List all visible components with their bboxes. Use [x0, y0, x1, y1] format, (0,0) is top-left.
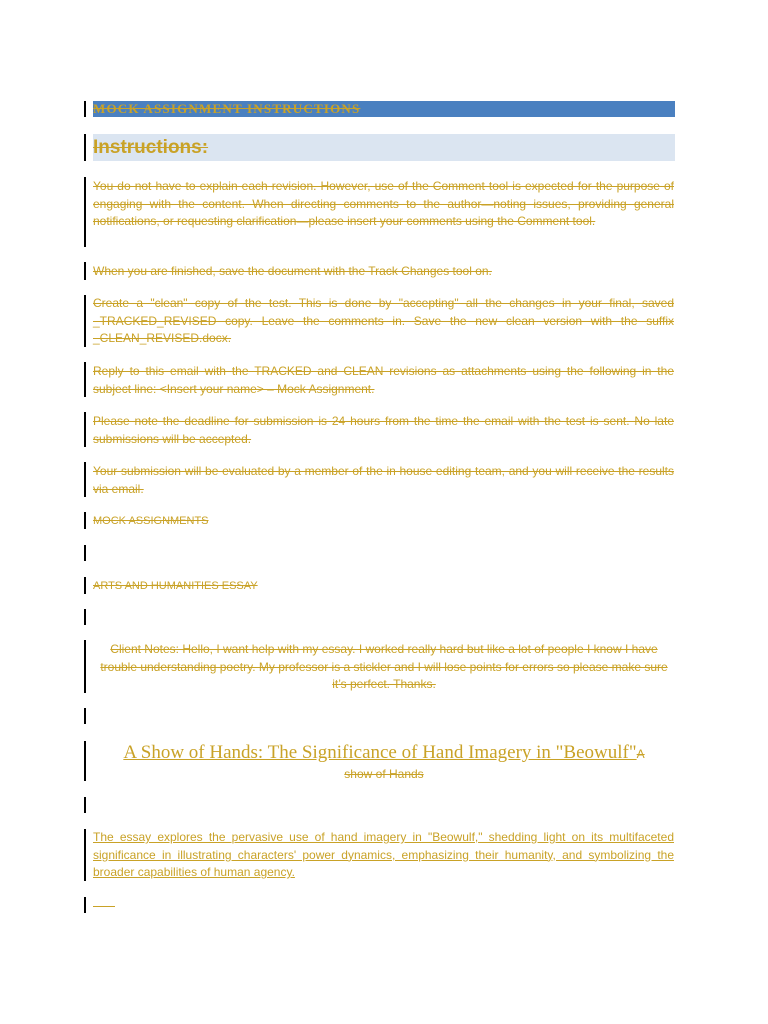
instructions-heading: Instructions:	[93, 137, 209, 158]
client-notes: Client Notes: Hello, I want help with my essay. I worked really hard but like a lot of people I know I have trouble understanding poetry. My professor is a stickler and I will lose points for errors so please make sure it’s perfect. Thanks.	[100, 642, 668, 692]
change-bar	[84, 412, 86, 447]
change-bar	[84, 708, 86, 724]
change-bar	[84, 362, 86, 397]
paragraph-reply-email: Reply to this email with the TRACKED and CLEAN revisions as attachments using the following in the subject line: <Insert your name> – Mock Assignment.	[93, 364, 674, 396]
section-mock-assignments: MOCK ASSIGNMENTS	[93, 515, 209, 527]
mock-assignment-title: MOCK ASSIGNMENT INSTRUCTIONS	[93, 101, 361, 116]
change-bar	[84, 640, 86, 693]
change-bar	[84, 462, 86, 497]
change-bar	[84, 829, 86, 881]
change-bar	[84, 295, 86, 347]
change-bar	[84, 577, 86, 594]
change-bar	[84, 512, 86, 529]
paragraph-comment-instructions: You do not have to explain each revision. However, use of the Comment tool is expected for the purpose of engaging with the content. When directing comments to the author—noting issues, providing general notifications, or requesting clarification—please insert your comments using the Comment tool.	[93, 179, 674, 229]
change-bar	[84, 797, 86, 813]
change-bar	[84, 741, 86, 781]
change-bar	[84, 897, 86, 913]
essay-title-inserted: A Show of Hands: The Significance of Hand Imagery in "Beowulf"	[123, 742, 637, 763]
change-bar	[84, 101, 86, 117]
paragraph-clean-copy: Create a "clean" copy of the test. This is done by "accepting" all the changes in your final, saved _TRACKED_REVISED copy. Leave the comments in. Save the new clean version with the suffix _CLEAN_REVISED.docx.	[93, 296, 674, 346]
paragraph-evaluation: Your submission will be evaluated by a member of the in house editing team, and you will receive the results via email.	[93, 464, 674, 496]
change-bar	[84, 177, 86, 247]
change-bar	[84, 609, 86, 625]
section-arts-humanities: ARTS AND HUMANITIES ESSAY	[93, 580, 258, 592]
paragraph-deadline: Please note the deadline for submission is 24 hours from the time the email with the test is sent. No late submissions will be accepted.	[93, 414, 674, 446]
change-bar	[84, 545, 86, 561]
paragraph-save-instructions: When you are finished, save the document with the Track Changes tool on.	[93, 264, 492, 278]
inserted-line	[93, 906, 115, 907]
essay-summary: The essay explores the pervasive use of hand imagery in "Beowulf," shedding light on its multifaceted significance in illustrating characters' power dynamics, emphasizing their humanity, and symbolizing the broader capabilities of human agency.	[93, 830, 674, 880]
change-bar	[84, 262, 86, 280]
change-bar	[84, 134, 86, 161]
essay-title-deleted-rest: show of Hands	[344, 767, 424, 781]
essay-title	[93, 740, 675, 767]
essay-title-deleted: A	[636, 747, 645, 761]
